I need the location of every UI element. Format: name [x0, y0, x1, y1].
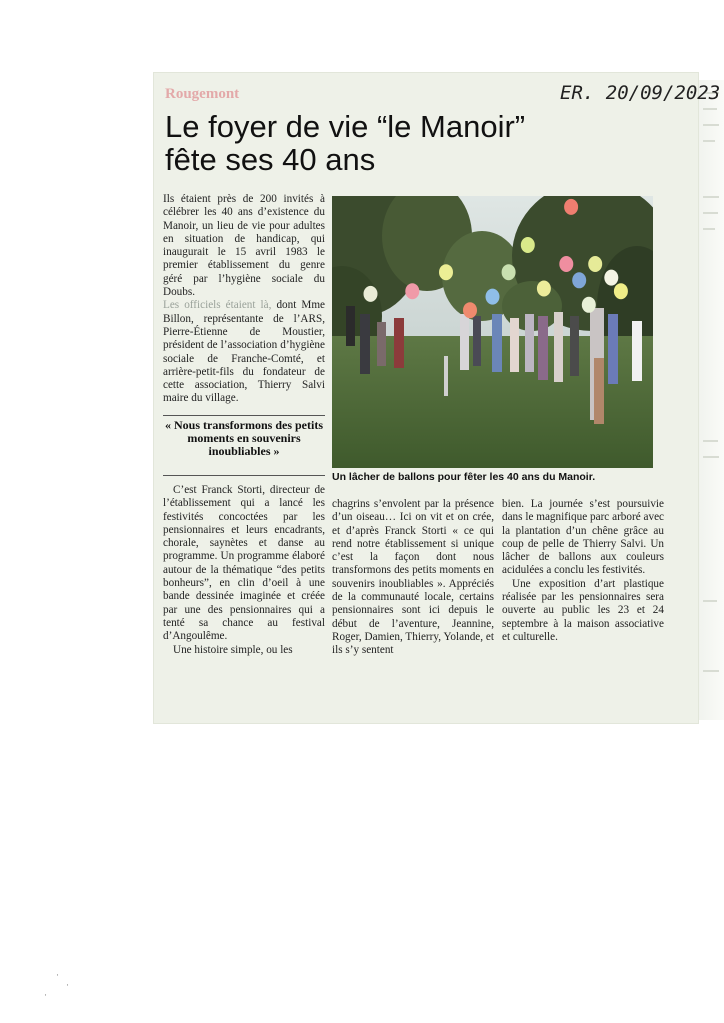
article-photo [332, 196, 653, 468]
balloon [559, 256, 573, 272]
lede-column [163, 193, 325, 406]
headline-line-2: fête ses 40 ans [165, 142, 376, 177]
balloon [582, 297, 596, 313]
balloon [614, 283, 628, 299]
balloon [572, 272, 586, 288]
balloon [521, 237, 535, 253]
pull-quote-top-rule [163, 415, 325, 416]
body-column-1 [163, 484, 325, 657]
handwritten-date-note: ER. 20/09/2023 [560, 82, 721, 104]
col3-paragraph-1: bien. La journée s’est poursuivie dans le magnifique parc arboré avec la plantation d’un chêne grâce au coup de pelle de Thierry Salvi. Un lâcher de ballons aux couleurs acidulées a conclu les festivités. [502, 498, 664, 577]
col2-paragraph-1: chagrins s’envolent par la présence d’un oiseau… Ici on vit et on crée, et d’après Franck Storti « ce qui rend notre établissement si unique c’est la façon dont nous transformons des petits moments en souvenirs inoubliables ». Appréciés de la communauté locale, certains pensionnaires sont ici depuis le début de l’aventure, Jeannine, Roger, Damien, Thierry, Yolande, et ils s’y sentent [332, 498, 494, 657]
balloon [564, 199, 578, 215]
headline-line-1: Le foyer de vie “le Manoir” [165, 109, 526, 144]
balloon [463, 302, 477, 318]
balloon [439, 264, 453, 280]
scan-speck: · [44, 990, 47, 1000]
balloon-release-photo [332, 196, 653, 468]
photo-caption: Un lâcher de ballons pour fêter les 40 ans du Manoir. [332, 471, 596, 483]
balloon [486, 289, 500, 305]
adjacent-column-bleed [699, 80, 724, 720]
pull-quote-bottom-rule [163, 475, 325, 476]
balloon [537, 281, 551, 297]
balloon [364, 286, 378, 302]
officials-paragraph: dont Mme Billon, représentante de l’ARS, Pierre-Étienne de Moustier, président de l’association d’hygiène sociale de Franche-Comté, et arrière-petit-fils du fondateur de cette association, Thierry Salvi maire du village. [163, 299, 325, 405]
balloon [604, 270, 618, 286]
officials-lead: Les officiels étaient là, [163, 299, 272, 312]
col1-paragraph-2: Une histoire simple, ou les [173, 643, 293, 656]
body-column-3 [502, 498, 664, 644]
lede-paragraph: Ils étaient près de 200 invités à célébrer les 40 ans d’existence du Manoir, un lieu de vie pour adultes en situation de handicap, qui inaugurait le 15 avril 1983 le premier établissement du genre géré par l’hygiène sociale du Doubs. [163, 193, 325, 299]
balloon [502, 264, 516, 280]
scan-speck: · [66, 980, 69, 990]
section-kicker: Rougemont [165, 86, 240, 102]
body-column-2 [332, 498, 494, 658]
scan-speck: · [56, 970, 59, 980]
article-headline [165, 110, 565, 176]
col3-paragraph-2: Une exposition d’art plastique réalisée par les pensionnaires sera ouverte au public les 23 et 24 septembre à la maison associative et culturelle. [502, 577, 664, 643]
col1-paragraph-1: C’est Franck Storti, directeur de l’établissement qui a lancé les festivités concoctées par les pensionnaires et leurs encadrants, chorale, saynètes et danse au programme. Un programme élaboré autour de la thématique “des petits bonheurs”, en clin d’oeil à une bande dessinée imaginée et créée par une des pensionnaires qui a tenté sa chance au festival d’Angoulême. [163, 484, 325, 643]
balloon [405, 283, 419, 299]
pull-quote: « Nous transformons des petits moments en souvenirs inoubliables » [164, 418, 323, 458]
balloon [588, 256, 602, 272]
